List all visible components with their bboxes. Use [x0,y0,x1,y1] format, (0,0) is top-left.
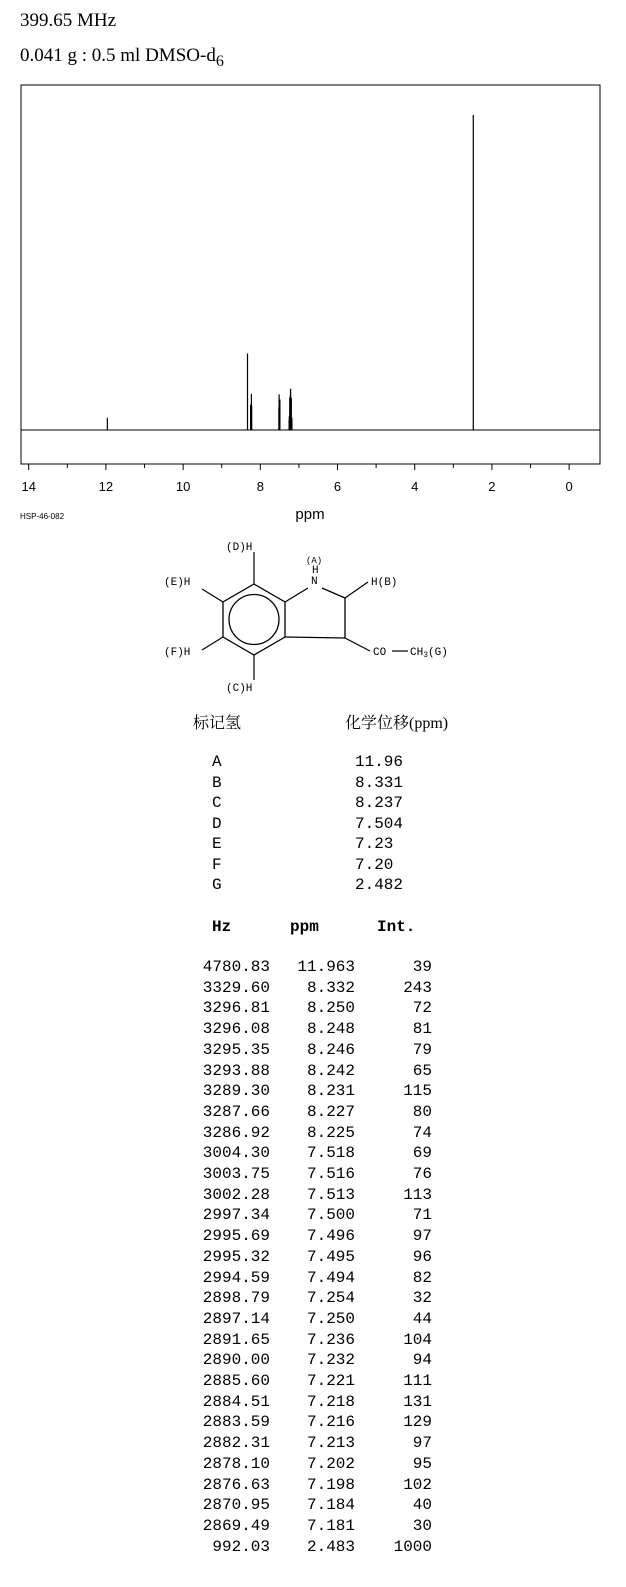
peak-table-row [180,1103,440,1123]
peak-table-header-hz: Hz [212,918,232,936]
peak-table-row [180,1289,440,1309]
peak-hz: 2878.10 [202,1454,270,1473]
substituent-bonds [202,552,408,680]
label-h-e: (E)H [164,577,191,589]
peak-ppm: 7.184 [306,1496,355,1515]
assignment-label: F [212,855,222,874]
peak-ppm: 7.494 [306,1268,355,1287]
peak-hz: 2995.32 [202,1247,270,1266]
peak-intensity: 95 [412,1454,432,1473]
peak-ppm: 7.495 [306,1247,355,1266]
peak-ppm: 8.225 [306,1123,355,1142]
peak-intensity: 79 [412,1040,432,1059]
peak-ppm: 7.516 [306,1165,355,1183]
peak-intensity: 1000 [393,1537,432,1556]
peak-table-row [180,1041,440,1061]
peak-table-row [180,1124,440,1144]
assignment-row [210,856,440,876]
assignment-row [210,794,440,814]
peak-ppm: 7.250 [306,1309,355,1328]
peak-ppm: 7.500 [306,1206,355,1225]
assignment-row [210,815,440,835]
peak-hz: 3287.66 [202,1102,270,1121]
peak-ppm: 7.202 [306,1454,355,1473]
assignment-shift: 8.237 [355,794,404,812]
peak-ppm: 7.496 [306,1227,355,1246]
peak-ppm: 7.213 [306,1434,355,1453]
peak-hz: 3002.28 [202,1185,270,1204]
label-a-h: H [312,565,319,577]
x-tick-label: 8 [256,479,264,494]
peak-hz: 3329.60 [202,978,270,997]
x-tick-label: 2 [488,479,496,494]
peak-ppm: 8.227 [306,1102,355,1121]
sample-text: 0.041 g : 0.5 ml DMSO-d [20,45,216,66]
peak-intensity: 80 [412,1102,432,1121]
peak-hz: 2997.34 [202,1206,270,1225]
sample-subscript: 6 [215,52,224,70]
peak-ppm: 7.198 [306,1475,355,1494]
x-tick-label: 6 [333,479,342,494]
peak-intensity: 243 [403,978,432,997]
peak-table-row [180,1227,440,1247]
peak-table-row [180,1372,440,1392]
peak-hz: 2885.60 [202,1372,270,1390]
peak-table-row [180,958,440,978]
peak-ppm: 8.250 [306,999,355,1018]
peak-hz: 3286.92 [202,1123,270,1142]
peak-intensity: 40 [412,1496,432,1515]
peak-hz: 992.03 [212,1537,270,1556]
assignment-row [210,774,440,794]
peak-table-row [180,1413,440,1433]
label-ch3: CH3(G) [410,647,448,660]
peak-table-header-int: Int. [377,918,416,936]
peak-intensity: 32 [412,1289,432,1308]
peak-intensity: 74 [412,1123,432,1142]
peak-table-row [180,1186,440,1206]
assignment-header-shift: 化学位移(ppm) [345,715,449,732]
peak-table-row [180,1248,440,1268]
peak-intensity: 65 [412,1061,432,1080]
peak-hz: 2897.14 [202,1309,270,1328]
peak-ppm: 7.221 [306,1372,355,1390]
assignment-shift: 7.504 [355,814,404,833]
peak-hz: 3004.30 [202,1144,270,1163]
label-n: N [311,576,318,588]
peak-table-row [180,1331,440,1351]
peak-intensity: 104 [403,1330,432,1349]
assignment-shift: 7.20 [355,855,394,874]
peak-table-row [180,1351,440,1371]
assignment-row [210,835,440,855]
peak-ppm: 7.513 [306,1185,355,1204]
assignment-row [210,753,440,773]
peak-hz: 2884.51 [202,1392,270,1411]
peak-table-header-ppm: ppm [290,918,319,936]
peak-hz: 2995.69 [202,1227,270,1246]
x-tick-label: 12 [98,479,114,494]
peak-intensity: 30 [412,1516,432,1535]
peak-hz: 3293.88 [202,1061,270,1080]
x-axis-label: ppm [295,506,325,523]
peak-table-row [180,1496,440,1516]
peak-table-row [180,1144,440,1164]
peak-ppm: 7.218 [306,1392,355,1411]
peak-table-row [180,1269,440,1289]
peak-hz: 2870.95 [202,1496,270,1515]
assignment-label: D [212,814,222,833]
assignment-label: A [212,753,222,771]
peak-table-row [180,1165,440,1185]
assignment-shift: 7.23 [355,835,394,853]
x-tick-label: 4 [411,479,419,494]
peak-intensity: 44 [412,1309,432,1328]
peak-ppm: 7.232 [306,1351,355,1370]
assignment-label: B [212,773,222,792]
peak-hz: 2869.49 [202,1516,270,1535]
peak-table-row [180,1062,440,1082]
peak-hz: 3295.35 [202,1040,270,1059]
peak-table-row [180,999,440,1019]
peak-hz: 4780.83 [202,958,270,976]
peak-intensity: 71 [412,1206,432,1225]
peak-table-row [180,979,440,999]
peak-table-row [180,1476,440,1496]
peak-intensity: 115 [403,1082,432,1101]
peak-intensity: 111 [403,1372,432,1390]
peak-intensity: 39 [412,958,432,976]
peak-hz: 2890.00 [202,1351,270,1370]
label-h-c: (C)H [226,683,253,695]
peak-table-row [180,1517,440,1537]
peak-intensity: 96 [412,1247,432,1266]
x-tick-label: 10 [175,479,191,494]
peak-intensity: 72 [412,999,432,1018]
peak-intensity: 82 [412,1268,432,1287]
peak-table-row [180,1434,440,1454]
label-h-f: (F)H [164,647,191,659]
peak-table-row [180,1020,440,1040]
peak-intensity: 76 [412,1165,432,1183]
peak-ppm: 11.963 [297,958,355,976]
peak-intensity: 94 [412,1351,432,1370]
peak-intensity: 102 [403,1475,432,1494]
peak-intensity: 131 [403,1392,432,1411]
spectrometer-frequency: 399.65 MHz [20,10,117,31]
peak-hz: 3003.75 [202,1165,270,1183]
peak-table-row [180,1082,440,1102]
peak-ppm: 7.236 [306,1330,355,1349]
peak-hz: 2882.31 [202,1434,270,1453]
peak-hz: 3296.81 [202,999,270,1018]
peak-hz: 2876.63 [202,1475,270,1494]
peak-ppm: 7.518 [306,1144,355,1163]
spectrum-code: HSP-46-082 [20,512,65,521]
peak-table-row [180,1206,440,1226]
x-tick-label: 0 [565,479,573,494]
label-h-b: H(B) [371,577,398,589]
label-a-paren: (A) [306,556,323,566]
label-h-d: (D)H [226,542,253,554]
molecule-structure [0,0,626,700]
peak-hz: 2994.59 [202,1268,270,1287]
peak-ppm: 8.332 [306,978,355,997]
peak-hz: 3296.08 [202,1020,270,1039]
label-co: CO [373,647,387,659]
assignment-label: E [212,835,222,853]
benzene-ring [223,584,285,655]
peak-hz: 2883.59 [202,1413,270,1432]
peak-ppm: 8.242 [306,1061,355,1080]
x-tick-label: 14 [21,479,36,494]
peak-table-row [180,1455,440,1475]
peak-ppm: 8.246 [306,1040,355,1059]
peak-ppm: 7.181 [306,1516,355,1535]
peak-ppm: 7.216 [306,1413,355,1432]
peak-table-row [180,1393,440,1413]
pyrrole-ring [285,588,345,638]
assignment-shift: 2.482 [355,876,404,894]
peak-intensity: 81 [412,1020,432,1039]
peak-hz: 2898.79 [202,1289,270,1308]
peak-intensity: 69 [412,1144,432,1163]
peak-hz: 2891.65 [202,1330,270,1349]
assignment-shift: 8.331 [355,773,404,792]
peak-ppm: 8.231 [306,1082,355,1101]
peak-intensity: 113 [403,1185,432,1204]
peak-intensity: 97 [412,1434,432,1453]
peak-ppm: 2.483 [306,1537,355,1556]
peak-intensity: 97 [412,1227,432,1246]
assignment-row [210,876,440,896]
assignment-header-label: 标记氢 [193,715,242,732]
peak-table-row [180,1538,440,1558]
peak-ppm: 7.254 [306,1289,355,1308]
peak-ppm: 8.248 [306,1020,355,1039]
assignment-shift: 11.96 [355,753,404,771]
peak-intensity: 129 [403,1413,432,1432]
peak-hz: 3289.30 [202,1082,270,1101]
assignment-label: C [212,794,222,812]
assignment-label: G [212,876,222,894]
peak-table-row [180,1310,440,1330]
